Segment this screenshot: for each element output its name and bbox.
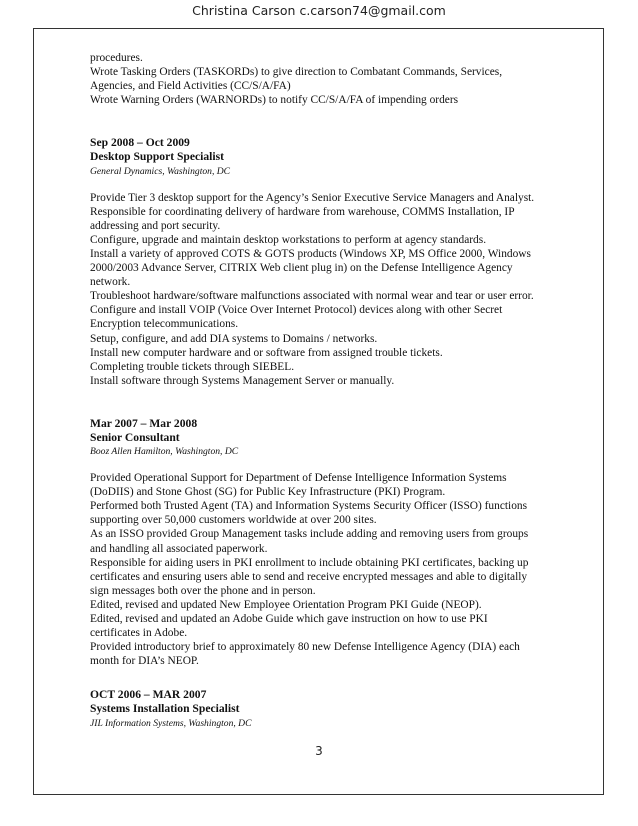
text-line: Install new computer hardware and or software from assigned trouble tickets. bbox=[90, 346, 443, 359]
spacer bbox=[90, 107, 590, 136]
text-line: Edited, revised and updated New Employee Orientation Program PKI Guide (NEOP). bbox=[90, 598, 482, 611]
text-line: Encryption telecommunications. bbox=[90, 318, 239, 331]
job-title: Desktop Support Specialist bbox=[90, 150, 224, 164]
text-line: As an ISSO provided Group Management tasks include adding and removing users from groups bbox=[90, 528, 529, 541]
text-line: Responsible for aiding users in PKI enrollment to include obtaining PKI certificates, backing up bbox=[90, 556, 529, 569]
text-line: month for DIA’s NEOP. bbox=[90, 655, 199, 668]
text-line: certificates in Adobe. bbox=[90, 627, 188, 640]
job-employer: JIL Information Systems, Washington, DC bbox=[90, 717, 252, 729]
text-line: Troubleshoot hardware/software malfunctions associated with normal wear and tear or user error. bbox=[90, 290, 534, 303]
text-line: Wrote Tasking Orders (TASKORDs) to give direction to Combatant Commands, Services, bbox=[90, 66, 503, 79]
text-line: Responsible for coordinating delivery of hardware from warehouse, COMMS Installation, IP bbox=[90, 205, 515, 218]
text-line: addressing and port security. bbox=[90, 219, 221, 232]
text-line: Performed both Trusted Agent (TA) and Information Systems Security Officer (ISSO) functions bbox=[90, 500, 528, 513]
job-entry bbox=[90, 136, 590, 388]
text-line: certificates and ensuring users able to send and receive encrypted messages and able to digitally bbox=[90, 570, 528, 583]
job-description bbox=[90, 471, 590, 668]
text-line: Agencies, and Field Activities (CC/S/A/FA) bbox=[90, 80, 291, 93]
job-dates: OCT 2006 – MAR 2007 bbox=[90, 688, 207, 702]
text-line: (DoDIIS) and Stone Ghost (SG) for Public Key Infrastructure (PKI) Program. bbox=[90, 486, 446, 499]
job-description bbox=[90, 191, 590, 388]
job-title: Systems Installation Specialist bbox=[90, 702, 240, 716]
text-line: network. bbox=[90, 276, 131, 289]
text-line: Configure and install VOIP (Voice Over Internet Protocol) devices along with other Secret bbox=[90, 304, 503, 317]
text-line: Configure, upgrade and maintain desktop workstations to perform at agency standards. bbox=[90, 233, 487, 246]
job-entry bbox=[90, 417, 590, 669]
job-employer: Booz Allen Hamilton, Washington, DC bbox=[90, 446, 239, 458]
job-dates: Mar 2007 – Mar 2008 bbox=[90, 416, 198, 430]
resume-content bbox=[90, 51, 590, 730]
job-entry bbox=[90, 688, 590, 729]
text-line: Setup, configure, and add DIA systems to Domains / networks. bbox=[90, 332, 378, 345]
job-dates: Sep 2008 – Oct 2009 bbox=[90, 136, 190, 150]
job-employer: General Dynamics, Washington, DC bbox=[90, 165, 231, 177]
text-line: Provide Tier 3 desktop support for the Agency’s Senior Executive Service Managers and Analyst. bbox=[90, 191, 535, 204]
page-header: Christina Carson c.carson74@gmail.com bbox=[192, 3, 446, 18]
text-line: Provided introductory brief to approximately 80 new Defense Intelligence Agency (DIA) each bbox=[90, 641, 520, 654]
text-line: sign messages both over the phone and in person. bbox=[90, 584, 316, 597]
page-number: 3 bbox=[315, 744, 323, 758]
text-line: supporting over 50,000 customers worldwide at over 200 sites. bbox=[90, 514, 377, 527]
text-line: 2000/2003 Advance Server, CITRIX Web client plug in) on the Defense Intelligence Agency bbox=[90, 262, 513, 275]
text-line: and handling all associated paperwork. bbox=[90, 542, 268, 555]
text-line: Install a variety of approved COTS & GOTS products (Windows XP, MS Office 2000, Windows bbox=[90, 247, 531, 260]
text-line: Edited, revised and updated an Adobe Guide which gave instruction on how to use PKI bbox=[90, 613, 488, 625]
intro-block bbox=[90, 51, 590, 107]
text-line: Completing trouble tickets through SIEBEL. bbox=[90, 360, 295, 373]
job-title: Senior Consultant bbox=[90, 430, 180, 444]
text-line: Wrote Warning Orders (WARNORDs) to notify CC/S/A/FA of impending orders bbox=[90, 94, 459, 107]
text-line: Install software through Systems Management Server or manually. bbox=[90, 374, 395, 387]
text-line: procedures. bbox=[90, 52, 143, 64]
text-line: Provided Operational Support for Department of Defense Intelligence Information Systems bbox=[90, 472, 507, 485]
